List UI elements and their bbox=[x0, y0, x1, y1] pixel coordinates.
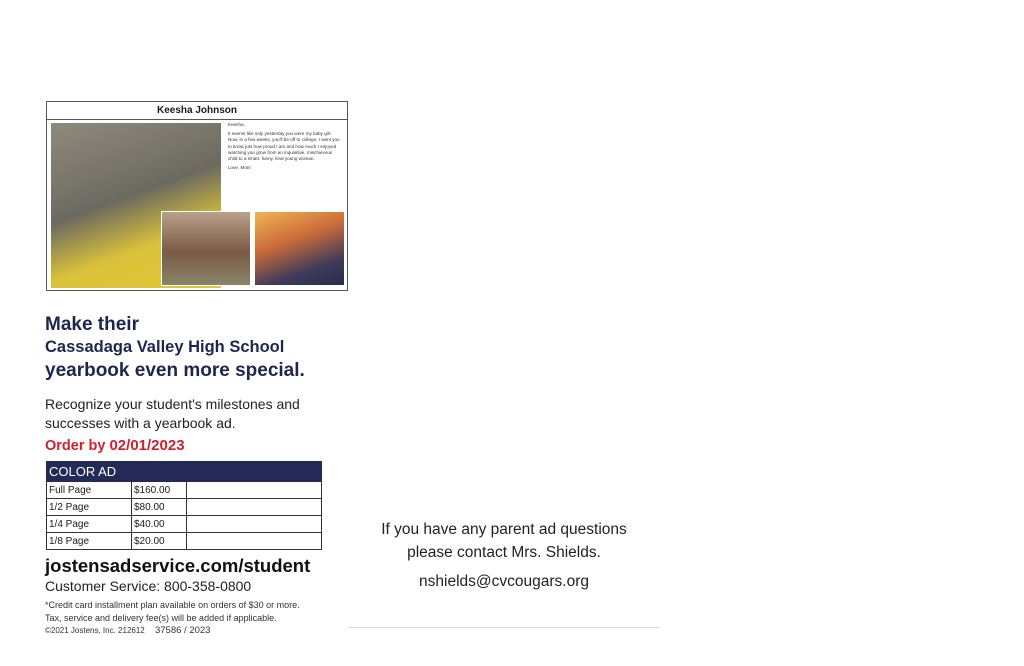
message-body: It seems like only yesterday you were my baby girl. Now, in a few weeks, you'll be off to college. I want you to know just how proud I am and how much I enjoyed watching you grow from an inquisitive, mischievous child to a smart, funny, kind young woman. bbox=[228, 131, 340, 162]
divider-line bbox=[347, 627, 659, 628]
baby-photo bbox=[161, 211, 251, 286]
contact-email-link[interactable]: nshields@cvcougars.org bbox=[419, 573, 589, 590]
headline-line-3: yearbook even more special. bbox=[45, 360, 305, 381]
sample-yearbook-ad bbox=[46, 101, 348, 291]
order-deadline bbox=[45, 437, 185, 454]
group-photo bbox=[254, 211, 345, 286]
price-table-header: COLOR AD bbox=[47, 462, 322, 482]
sample-ad-name: Keesha Johnson bbox=[47, 102, 347, 120]
headline bbox=[45, 313, 305, 383]
table-row bbox=[47, 533, 322, 550]
copyright-line bbox=[45, 625, 210, 636]
contact-message bbox=[349, 518, 659, 564]
ad-price: $80.00 bbox=[132, 499, 187, 516]
empty-cell bbox=[187, 516, 322, 533]
ad-size: Full Page bbox=[47, 482, 132, 499]
empty-cell bbox=[187, 499, 322, 516]
form-code: 37586 / 2023 bbox=[154, 625, 211, 636]
empty-cell bbox=[187, 482, 322, 499]
fine-print-line-2: Tax, service and delivery fee(s) will be added if applicable. bbox=[45, 613, 277, 623]
order-date: 02/01/2023 bbox=[109, 437, 185, 454]
headline-school-name: Cassadaga Valley High School bbox=[45, 338, 285, 356]
message-signoff: Love, Mom bbox=[228, 165, 251, 171]
ad-size: 1/2 Page bbox=[47, 499, 132, 516]
price-table bbox=[46, 461, 322, 550]
table-row bbox=[47, 499, 322, 516]
copyright-text: ©2021 Jostens, Inc. 212612 bbox=[45, 626, 145, 635]
ad-size: 1/8 Page bbox=[47, 533, 132, 550]
contact-line-1: If you have any parent ad questions bbox=[381, 521, 627, 538]
fine-print bbox=[45, 599, 300, 625]
ad-price: $160.00 bbox=[132, 482, 187, 499]
ad-price: $40.00 bbox=[132, 516, 187, 533]
fine-print-line-1: *Credit card installment plan available on orders of $30 or more. bbox=[45, 600, 300, 610]
order-website-link[interactable]: jostensadservice.com/student bbox=[45, 555, 311, 576]
ad-size: 1/4 Page bbox=[47, 516, 132, 533]
contact-line-2: please contact Mrs. Shields. bbox=[407, 544, 601, 561]
message-salutation: Keesha, bbox=[228, 122, 245, 127]
ad-price: $20.00 bbox=[132, 533, 187, 550]
sample-ad-message bbox=[228, 122, 342, 174]
body-text: Recognize your student's milestones and successes with a yearbook ad. bbox=[45, 396, 300, 431]
table-row bbox=[47, 482, 322, 499]
headline-line-1: Make their bbox=[45, 314, 139, 335]
table-row bbox=[47, 516, 322, 533]
customer-service-phone: Customer Service: 800-358-0800 bbox=[45, 578, 252, 594]
order-label: Order by bbox=[45, 438, 106, 454]
empty-cell bbox=[187, 533, 322, 550]
